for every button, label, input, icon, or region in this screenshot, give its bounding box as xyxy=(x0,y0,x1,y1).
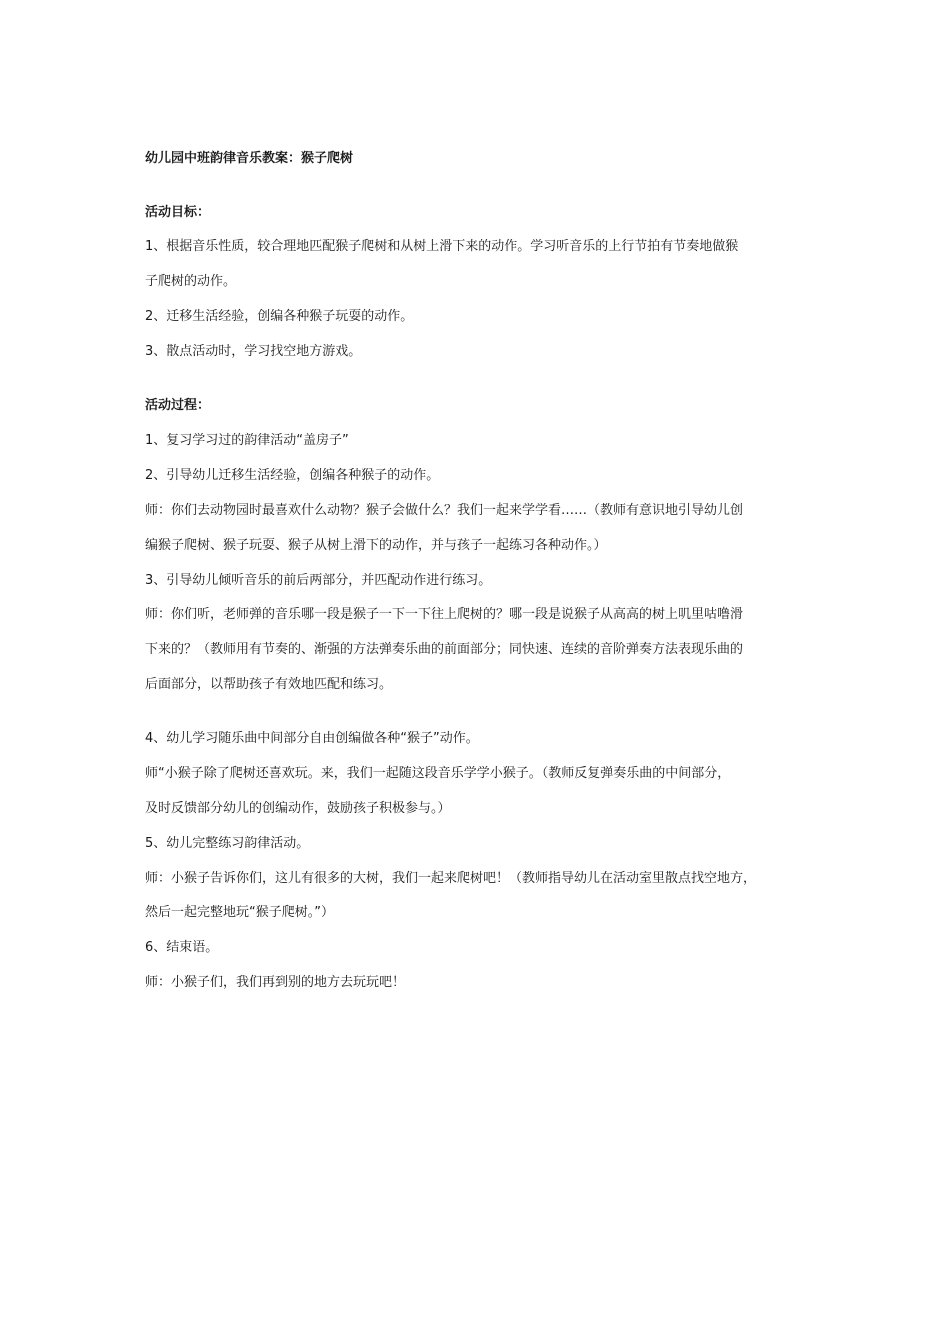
process-line: 师：小猴子告诉你们，这儿有很多的大树，我们一起来爬树吧！（教师指导幼儿在活动室里散点找空地方， xyxy=(145,871,757,886)
process-line: 师：小猴子们，我们再到别的地方去玩玩吧！ xyxy=(145,975,406,990)
process-line: 及时反馈部分幼儿的创编动作，鼓励孩子积极参与。） xyxy=(145,801,451,816)
goal-line: 1、根据音乐性质，较合理地匹配猴子爬树和从树上滑下来的动作。学习听音乐的上行节拍有节奏地做猴 xyxy=(145,239,739,254)
process-line: 4、幼儿学习随乐曲中间部分自由创编做各种“猴子”动作。 xyxy=(145,731,479,746)
process-line: 下来的？（教师用有节奏的、渐强的方法弹奏乐曲的前面部分；同快速、连续的音阶弹奏方法表现乐曲的 xyxy=(145,642,744,657)
process-line: 师：你们听，老师弹的音乐哪一段是猴子一下一下往上爬树的？哪一段是说猴子从高高的树上叽里咕噜滑 xyxy=(145,607,744,622)
process-line: 3、引导幼儿倾听音乐的前后两部分，并匹配动作进行练习。 xyxy=(145,573,492,588)
document-title: 幼儿园中班韵律音乐教案：猴子爬树 xyxy=(145,151,354,166)
goals-heading: 活动目标： xyxy=(145,205,211,220)
process-line: 编猴子爬树、猴子玩耍、猴子从树上滑下的动作，并与孩子一起练习各种动作。） xyxy=(145,538,607,553)
process-line: 师“小猴子除了爬树还喜欢玩。来，我们一起随这段音乐学学小猴子。（教师反复弹奏乐曲的中间部分， xyxy=(145,766,731,781)
goal-line: 3、散点活动时，学习找空地方游戏。 xyxy=(145,344,362,359)
process-heading: 活动过程： xyxy=(145,398,211,413)
process-line: 后面部分，以帮助孩子有效地匹配和练习。 xyxy=(145,677,393,692)
process-line: 1、复习学习过的韵律活动“盖房子” xyxy=(145,433,349,448)
process-line: 师：你们去动物园时最喜欢什么动物？猴子会做什么？我们一起来学学看……（教师有意识地引导幼儿创 xyxy=(145,503,744,518)
process-line: 5、幼儿完整练习韵律活动。 xyxy=(145,836,310,851)
goal-line: 子爬树的动作。 xyxy=(145,274,237,289)
process-line: 6、结束语。 xyxy=(145,940,219,955)
goal-line: 2、迁移生活经验，创编各种猴子玩耍的动作。 xyxy=(145,309,414,324)
process-line: 然后一起完整地玩“猴子爬树。”） xyxy=(145,905,334,920)
process-line: 2、引导幼儿迁移生活经验，创编各种猴子的动作。 xyxy=(145,468,440,483)
